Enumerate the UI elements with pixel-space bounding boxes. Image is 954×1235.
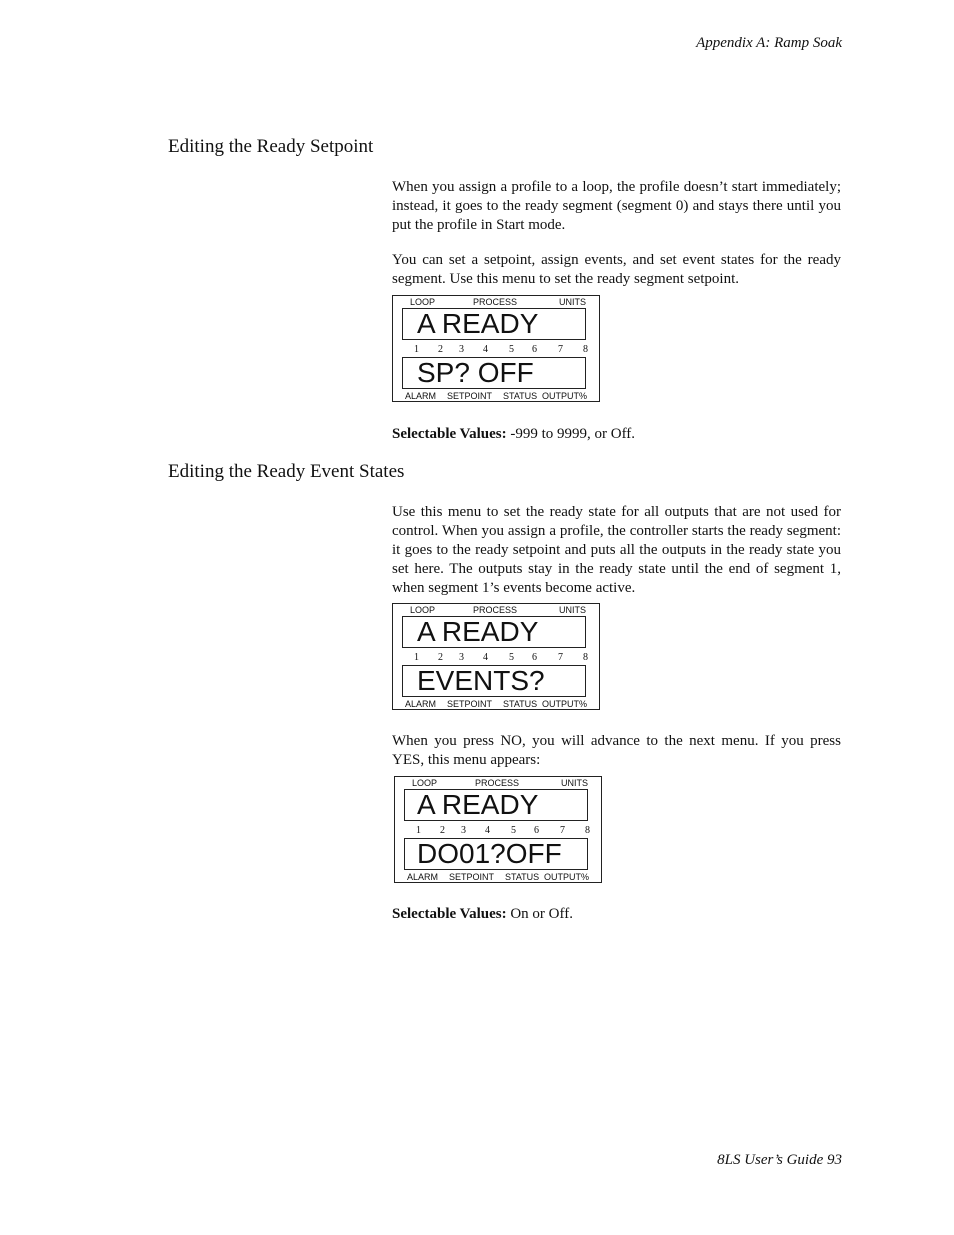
lcd-label-setpoint: SETPOINT [447,699,493,709]
paragraph: When you press NO, you will advance to the next menu. If you press YES, this menu appears: [392,733,841,768]
page-footer: 8LS User’s Guide 93 [717,1152,842,1168]
lcd-line-1: A READY [402,616,586,648]
lcd-label-setpoint: SETPOINT [449,872,495,882]
lcd-label-loop: LOOP [410,297,436,307]
lcd-line-1: A READY [404,789,588,821]
lcd-label-process: PROCESS [475,778,520,788]
lcd-label-loop: LOOP [410,605,436,615]
section-title-ready-setpoint: Editing the Ready Setpoint [168,136,374,157]
lcd-label-status: STATUS [503,391,538,401]
lcd-label-alarm: ALARM [407,872,439,882]
lcd-label-units: UNITS [559,605,586,615]
lcd-label-alarm: ALARM [405,391,437,401]
paragraph: You can set a setpoint, assign events, and set event states for the ready segment. Use this menu to set the ready segment setpoint. [392,252,841,287]
lcd-label-process: PROCESS [473,297,518,307]
lcd-label-output: OUTPUT% [542,699,587,709]
section-title-ready-event-states: Editing the Ready Event States [168,461,405,482]
lcd-label-process: PROCESS [473,605,518,615]
lcd-label-output: OUTPUT% [544,872,589,882]
lcd-line-2: SP? OFF [402,357,586,389]
paragraph: When you assign a profile to a loop, the profile doesn’t start immediately; instead, it goes to the ready segment (segment 0) and stays there until you put the profile in Start mode. [392,179,841,233]
lcd-label-status: STATUS [503,699,538,709]
lcd-label-units: UNITS [561,778,588,788]
lcd-number-row: 1 2 3 4 5 6 7 8 [414,652,588,663]
lcd-number-row: 1 2 3 4 5 6 7 8 [414,344,588,355]
selectable-values: Selectable Values: -999 to 9999, or Off. [392,426,636,442]
lcd-line-2: EVENTS? [402,665,586,697]
lcd-label-status: STATUS [505,872,540,882]
controller-display [392,603,600,710]
lcd-label-loop: LOOP [412,778,438,788]
lcd-number-row: 1 2 3 4 5 6 7 8 [416,825,590,836]
lcd-label-setpoint: SETPOINT [447,391,493,401]
lcd-label-output: OUTPUT% [542,391,587,401]
lcd-line-1: A READY [402,308,586,340]
selectable-values: Selectable Values: On or Off. [392,906,573,922]
controller-display [392,295,600,402]
lcd-label-units: UNITS [559,297,586,307]
page-header: Appendix A: Ramp Soak [696,35,842,51]
paragraph: Use this menu to set the ready state for all outputs that are not used for control. When you assign a profile, the controller starts the ready segment: it goes to the ready setpoint and puts all the outputs in the ready state you set here. The outputs stay in the ready state until the end of segment 1, when segment 1’s events become active. [392,504,841,596]
lcd-label-alarm: ALARM [405,699,437,709]
controller-display [394,776,602,883]
lcd-line-2: DO01?OFF [404,838,588,870]
